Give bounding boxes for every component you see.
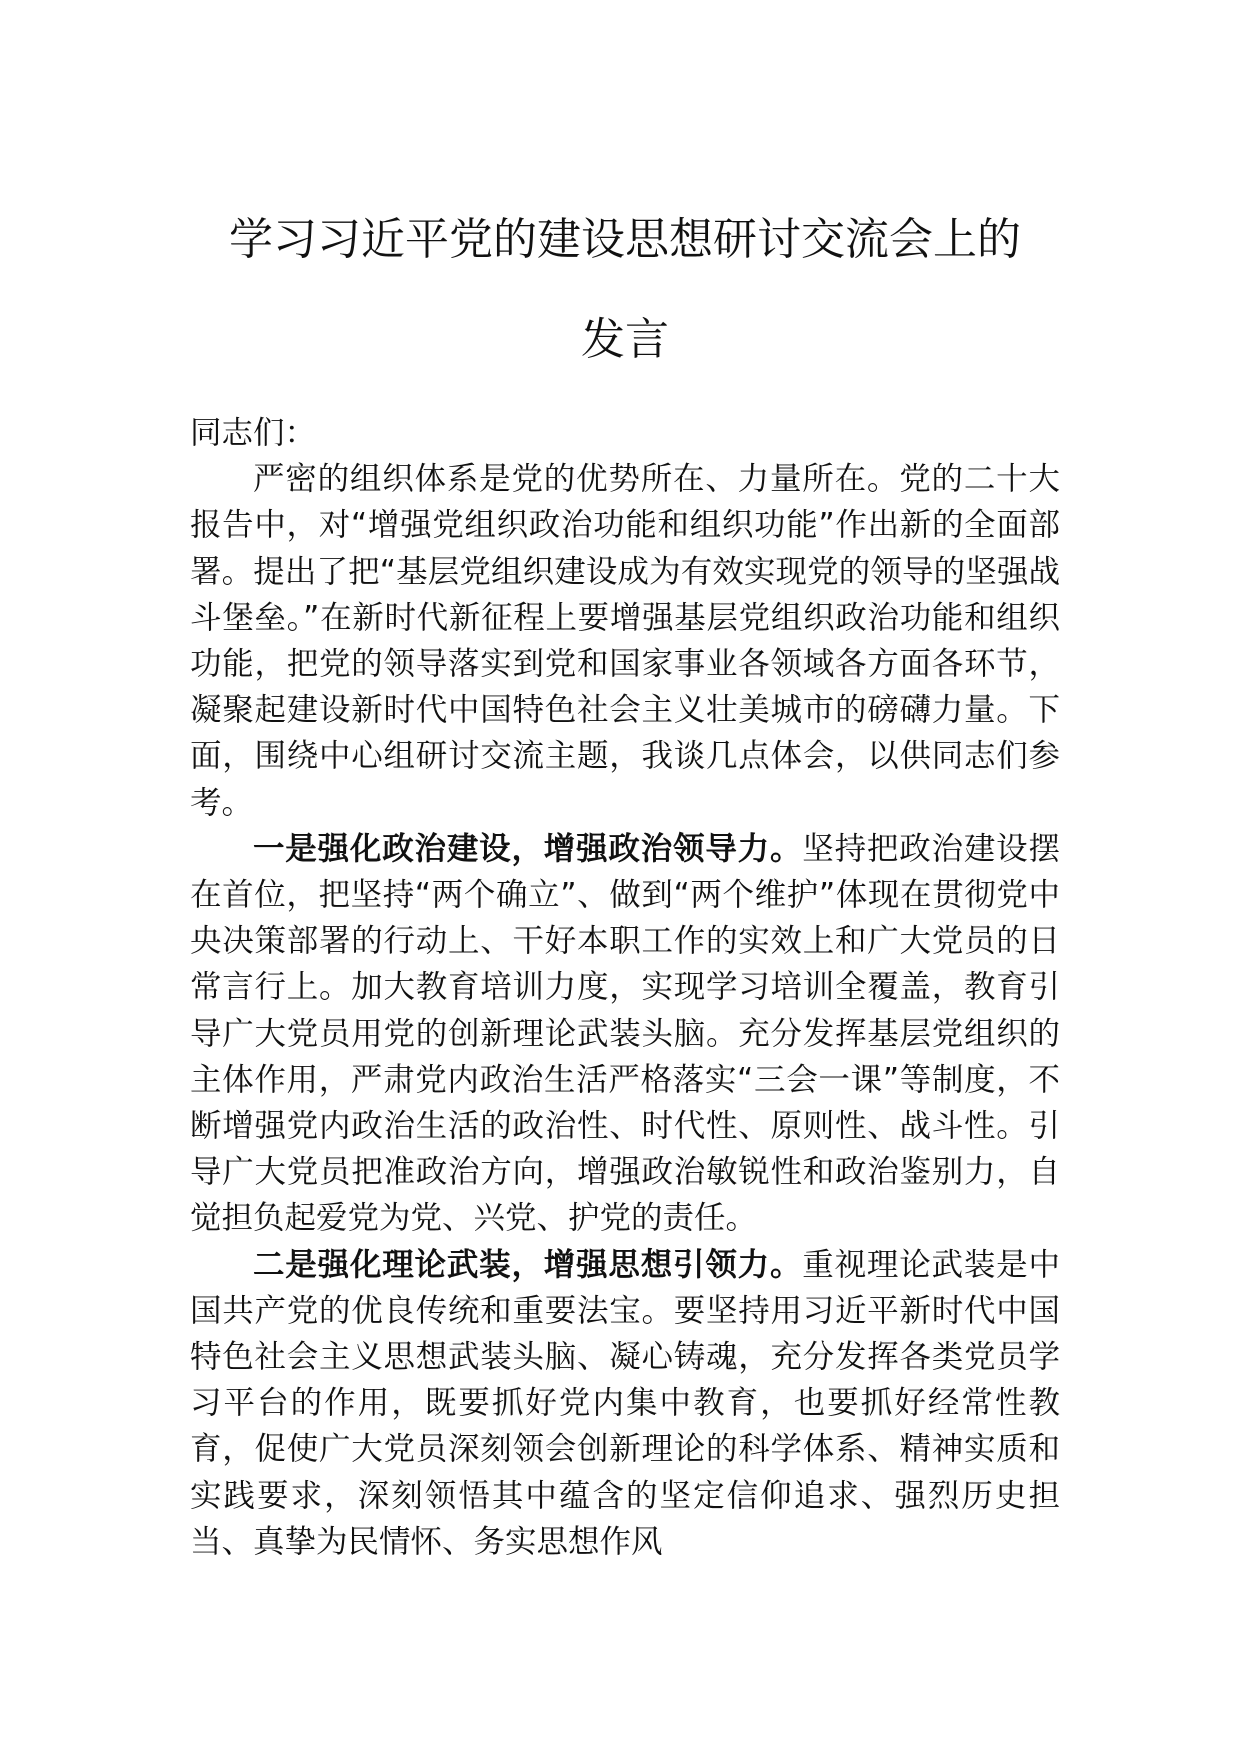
paragraph-heading: 一是强化政治建设，增强政治领导力。	[253, 830, 803, 867]
paragraph-heading: 二是强化理论武装，增强思想引领力。	[253, 1246, 803, 1283]
paragraph-intro	[190, 456, 1060, 826]
title-line-1: 学习习近平党的建设思想研讨交流会上的	[229, 214, 1021, 265]
paragraph-text: 严密的组织体系是党的优势所在、力量所在。党的二十大报告中，对“增强党组织政治功能和组织功能”作出新的全面部署。提出了把“基层党组织建设成为有效实现党的领导的坚强战斗堡垒。”在新时代新征程上要增强基层党组织政治功能和组织功能，把党的领导落实到党和国家事业各领域各方面各环节，凝聚起建设新时代中国特色社会主义壮美城市的磅礴力量。下面，围绕中心组研讨交流主题，我谈几点体会，以供同志们参考。	[190, 461, 1060, 821]
paragraph-text: 坚持把政治建设摆在首位，把坚持“两个确立”、做到“两个维护”体现在贯彻党中央决策部署的行动上、干好本职工作的实效上和广大党员的日常言行上。加大教育培训力度，实现学习培训全覆盖，教育引导广大党员用党的创新理论武装头脑。充分发挥基层党组织的主体作用，严肃党内政治生活严格落实“三会一课”等制度，不断增强党内政治生活的政治性、时代性、原则性、战斗性。引导广大党员把准政治方向，增强政治敏锐性和政治鉴别力，自觉担负起爱党为党、兴党、护党的责任。	[190, 830, 1060, 1237]
paragraph-political-building	[190, 826, 1060, 1242]
document-page	[190, 0, 1060, 1565]
title-line-2: 发言	[581, 314, 669, 365]
paragraph-text: 重视理论武装是中国共产党的优良传统和重要法宝。要坚持用习近平新时代中国特色社会主义思想武装头脑、凝心铸魂，充分发挥各类党员学习平台的作用，既要抓好党内集中教育，也要抓好经常性教育，促使广大党员深刻领会创新理论的科学体系、精神实质和实践要求，深刻领悟其中蕴含的坚定信仰追求、强烈历史担当、真挚为民情怀、务实思想作风	[190, 1246, 1060, 1560]
salutation: 同志们：	[190, 415, 317, 451]
document-body	[190, 410, 1060, 1565]
document-title	[190, 0, 1060, 390]
paragraph-theory-arming	[190, 1242, 1060, 1565]
